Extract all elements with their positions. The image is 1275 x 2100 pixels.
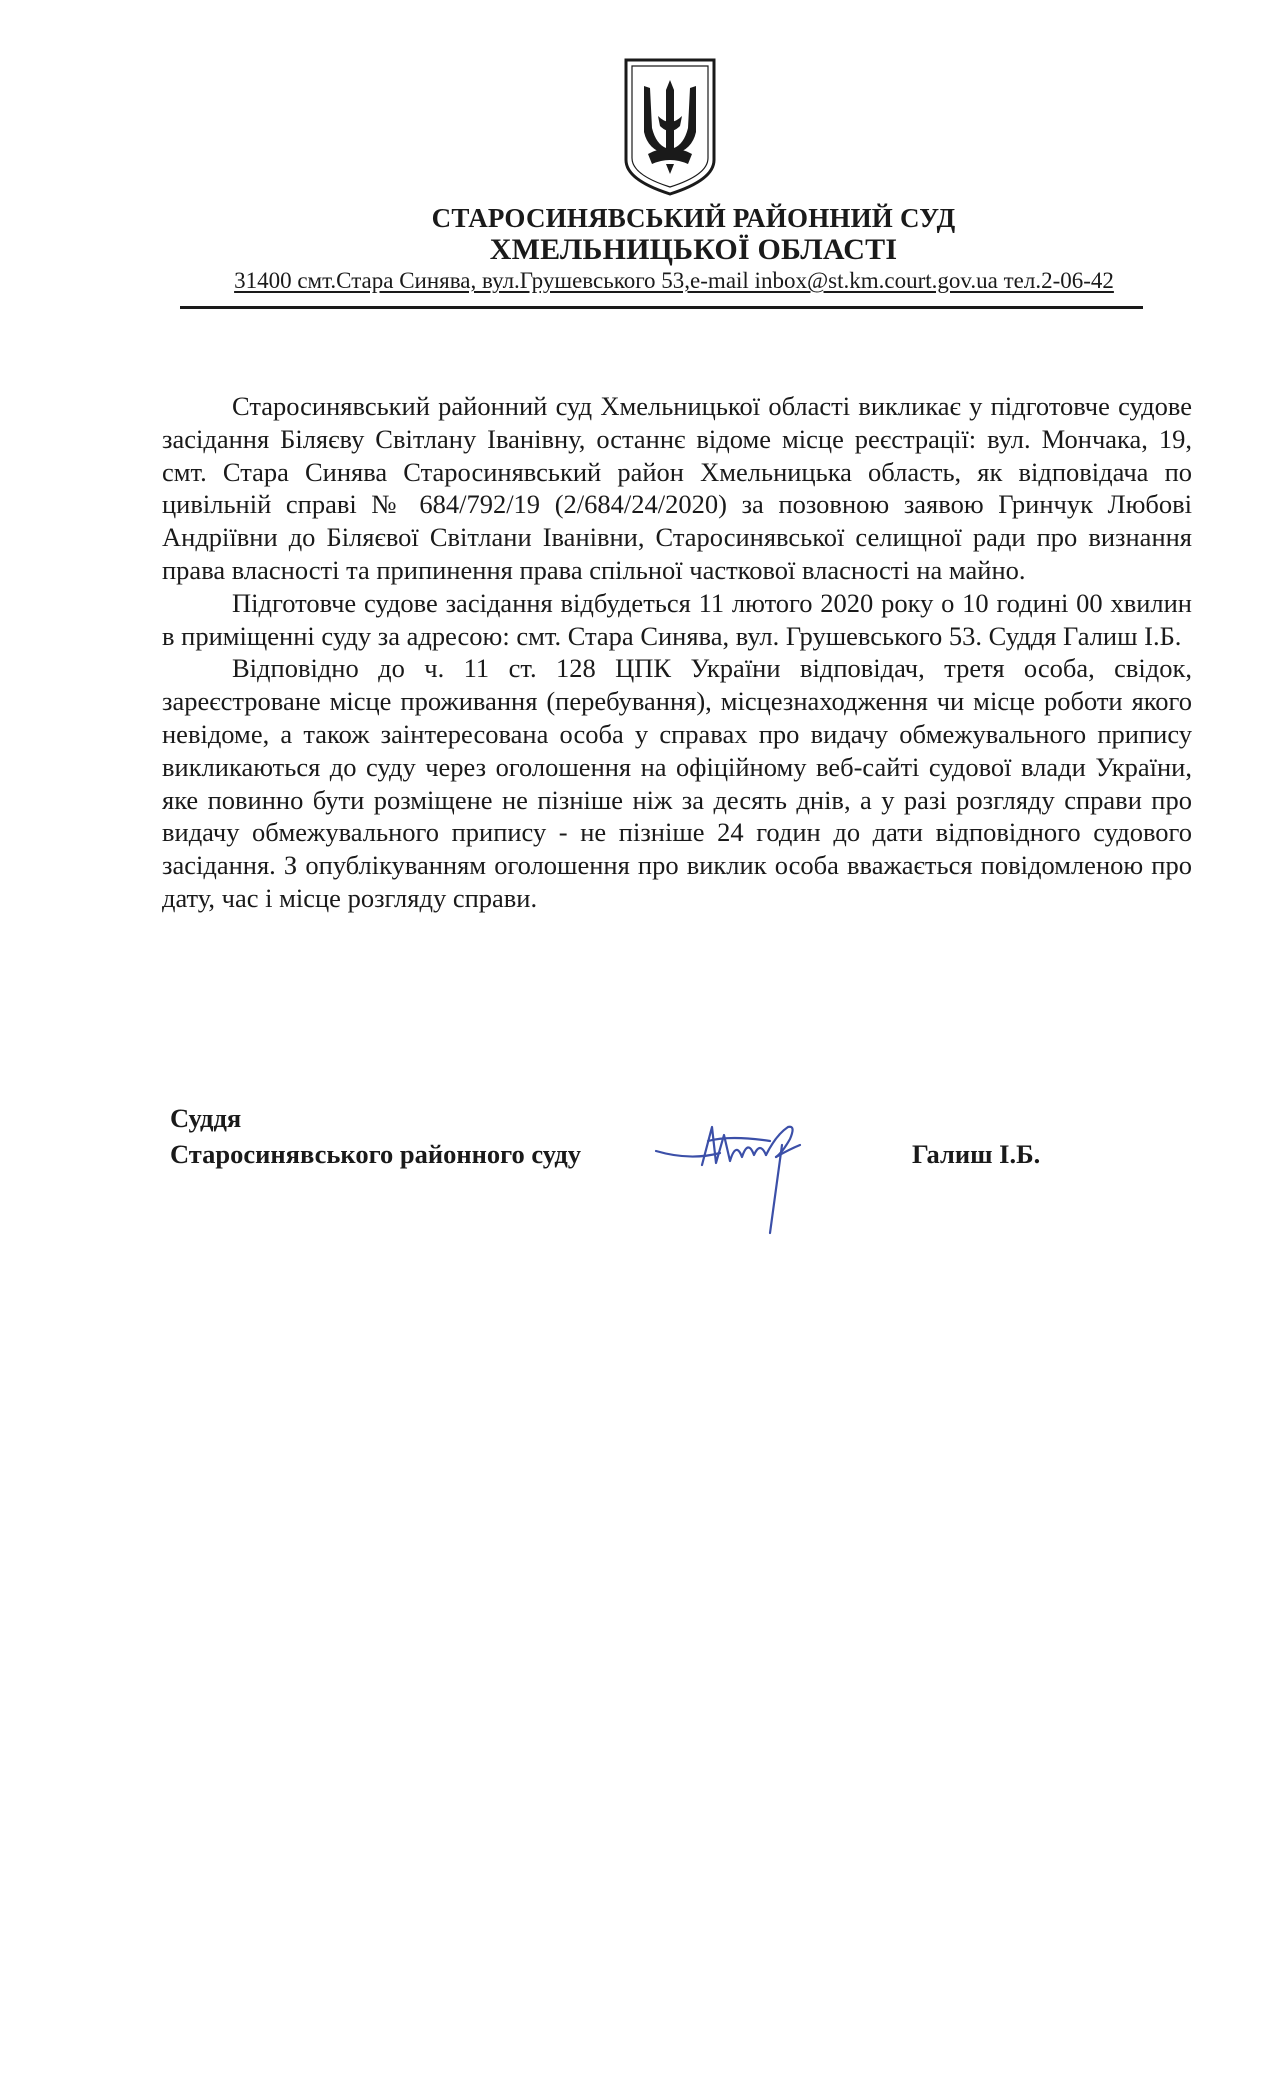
- signature-title: [170, 1100, 581, 1172]
- handwritten-signature-icon: [650, 1105, 835, 1235]
- court-address: 31400 смт.Стара Синява, вул.Грушевського 53,e-mail inbox@st.km.court.gov.ua тел.2-06-42: [234, 268, 1114, 293]
- judge-name: Галиш І.Б.: [912, 1139, 1041, 1169]
- court-name-line1: СТАРОСИНЯВСЬКИЙ РАЙОННИЙ СУД: [431, 203, 956, 233]
- paragraph-summons: Старосинявський районний суд Хмельницької області викликає у підготовче судове засідання Біляєву Світлану Іванівну, останнє відоме місце реєстрації: вул. Мончака, 19, смт. Стара Синява Старосинявський район Хмельницька область, як відповідача по цивільній справі № 684/792/19 (2/684/24/2020) за позовною заявою Гринчук Любові Андріївни до Біляєвої Світлани Іванівни, Старосинявської селищної ради про визнання права власності та припинення права спільної часткової власності на майно.: [162, 391, 1192, 585]
- signature-title-line2: Старосинявського районного суду: [170, 1139, 582, 1169]
- signature-title-line1: Суддя: [170, 1103, 242, 1133]
- tryzub-coat-of-arms-icon: [622, 56, 718, 198]
- page-bottom-margin: [0, 1752, 1275, 2100]
- header-divider: [180, 306, 1143, 309]
- paragraph-hearing: Підготовче судове засідання відбудеться 11 лютого 2020 року о 10 годині 00 хвилин в приміщенні суду за адресою: смт. Стара Синява, вул. Грушевського 53. Суддя Галиш І.Б.: [162, 587, 1192, 651]
- paragraph-legal-basis: Відповідно до ч. 11 ст. 128 ЦПК України відповідач, третя особа, свідок, зареєстроване місце проживання (перебування), місцезнаходження чи місце роботи якого невідоме, а також заінтересована особа у справах про видачу обмежувального припису викликаються до суду через оголошення на офіційному веб-сайті судової влади України, яке повинно бути розміщене не пізніше ніж за десять днів, а у разі розгляду справи про видачу обмежувального припису - не пізніше 24 годин до дати відповідного судового засідання. З опублікуванням оголошення про виклик особа вважається повідомленою про дату, час і місце розгляду справи.: [162, 653, 1192, 913]
- court-name-line2: ХМЕЛЬНИЦЬКОЇ ОБЛАСТІ: [489, 233, 898, 266]
- notice-body: [162, 390, 1192, 915]
